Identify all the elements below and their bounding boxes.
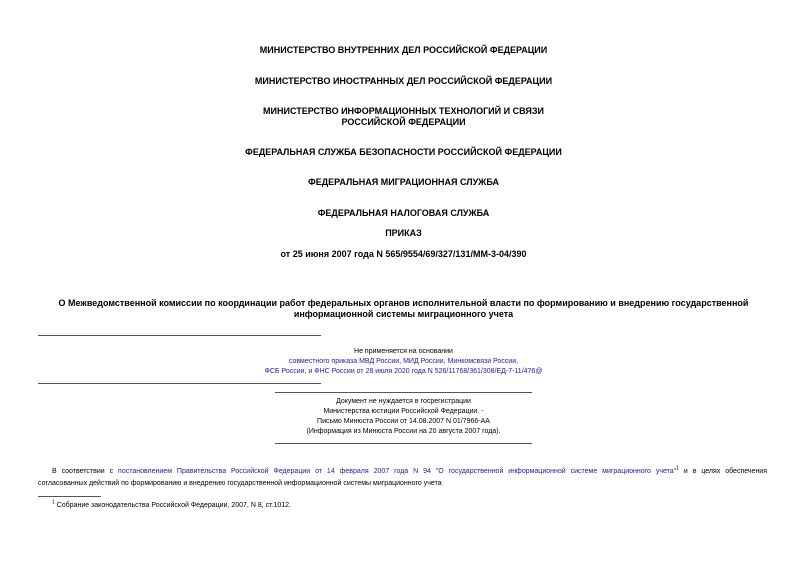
divider-rule — [275, 443, 532, 444]
document-title-line1: О Межведомственной комиссии по координации работ федеральных органов исполнительной власти по формированию и внедрению государственной — [58, 298, 749, 308]
footnote-rule — [38, 496, 101, 497]
body-suffix: и в целях обеспечения — [678, 468, 768, 475]
fsb-heading: ФЕДЕРАЛЬНАЯ СЛУЖБА БЕЗОПАСНОСТИ РОССИЙСКОЙ ФЕДЕРАЦИИ — [245, 147, 562, 157]
footnote-ref[interactable]: 1 — [676, 465, 679, 472]
body-line-1 — [38, 466, 767, 478]
order-date-number: от 25 июня 2007 года N 565/9554/69/327/131/ММ-3-04/390 — [280, 249, 527, 259]
registration-note-line2: Министерства юстиции Российской Федерации. - — [323, 408, 484, 415]
fns-heading: ФЕДЕРАЛЬНАЯ НАЛОГОВАЯ СЛУЖБА — [317, 208, 490, 218]
body-line-2: согласованных действий по формированию и внедрению государственной информационной системы миграционного учета — [38, 480, 442, 487]
order-heading: ПРИКАЗ — [385, 228, 422, 238]
status-note-link-line2[interactable]: ФСБ России, и ФНС России от 28 июля 2020 года N 526/11768/361/308/ЕД-7-11/476@ — [264, 368, 543, 375]
ministry-mvd-heading: МИНИСТЕРСТВО ВНУТРЕННИХ ДЕЛ РОССИЙСКОЙ ФЕДЕРАЦИИ — [259, 45, 548, 55]
registration-note-line1: Документ не нуждается в госрегистрации — [336, 398, 471, 405]
registration-note-line4: (Информация из Минюста России на 20 августа 2007 года). — [306, 428, 501, 435]
document-title-line2: информационной системы миграционного учета — [293, 309, 514, 319]
divider-rule — [38, 335, 321, 336]
ministry-mid-heading: МИНИСТЕРСТВО ИНОСТРАННЫХ ДЕЛ РОССИЙСКОЙ ФЕДЕРАЦИИ — [254, 76, 553, 86]
divider-rule — [38, 383, 321, 384]
footnote-marker: 1 — [52, 499, 55, 506]
ministry-it-heading-line2: РОССИЙСКОЙ ФЕДЕРАЦИИ — [341, 117, 466, 127]
status-note-link-line1[interactable]: совместного приказа МВД России, МИД России, Минкомсвязи России, — [288, 358, 519, 365]
government-decree-link[interactable]: постановлением Правительства Российской Федерации от 14 февраля 2007 года N 94 "О государственной информационной системе миграционного учета" — [118, 468, 677, 475]
status-note-text: Не применяется на основании — [354, 348, 453, 355]
footnote-text: Собрание законодательства Российской Федерации, 2007, N 8, ст.1012. — [54, 502, 291, 509]
registration-note-line3: Письмо Минюста России от 14.08.2007 N 01/7966-АА — [317, 418, 490, 425]
ministry-it-heading-line1: МИНИСТЕРСТВО ИНФОРМАЦИОННЫХ ТЕХНОЛОГИЙ И СВЯЗИ — [263, 106, 544, 116]
footnote — [52, 501, 291, 511]
body-paragraph — [38, 466, 767, 490]
fms-heading: ФЕДЕРАЛЬНАЯ МИГРАЦИОННАЯ СЛУЖБА — [308, 177, 499, 187]
body-prefix: В соответствии с — [52, 468, 119, 475]
divider-rule — [275, 392, 532, 393]
